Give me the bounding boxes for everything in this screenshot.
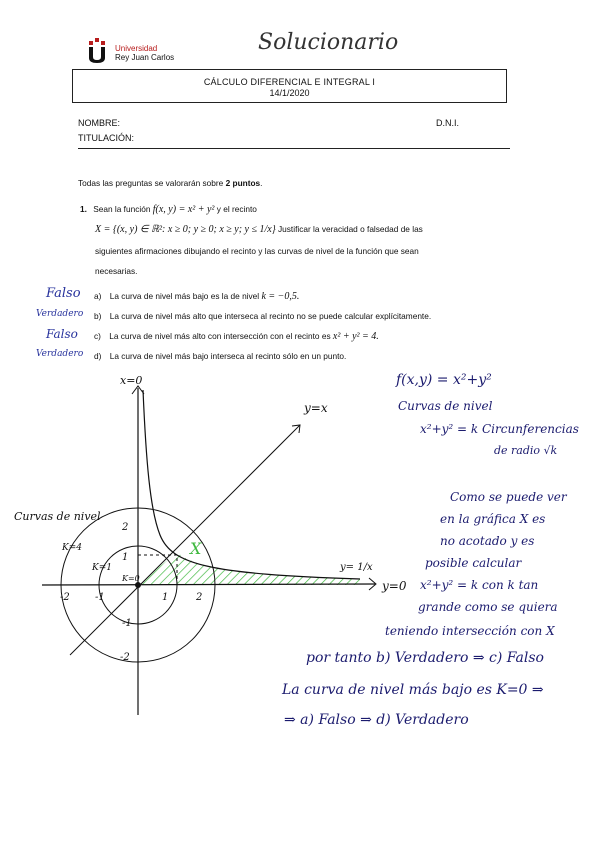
exam-date: 14/1/2020 <box>269 88 310 98</box>
question-function: f(x, y) = x² + y² <box>152 204 215 215</box>
intro-text: Todas las preguntas se valorarán sobre 2 puntos. <box>78 178 263 188</box>
note-circles: x²+y² = k Circunferencias <box>420 422 579 436</box>
option-a: a) La curva de nivel más bajo es la de nivel k = −0,5. <box>94 291 300 302</box>
level-k0-label: K=0 <box>122 574 140 583</box>
university-line2: Rey Juan Carlos <box>115 53 175 62</box>
exam-title: CÁLCULO DIFERENCIAL E INTEGRAL I <box>203 77 376 87</box>
tick-y-neg2: -2 <box>120 652 130 663</box>
option-b: b) La curva de nivel más alto que interseca al recinto no se puede calcular explícitamente. <box>94 311 432 321</box>
answer-c: Falso <box>46 327 78 341</box>
nombre-label: NOMBRE: <box>78 118 121 128</box>
note-para-4: posible calcular <box>425 556 522 570</box>
answer-b: Verdadero <box>36 309 84 319</box>
exam-header-box <box>72 69 507 103</box>
level-k1-label: K=1 <box>92 563 112 573</box>
question-line-1: 1. Sean la función f(x, y) = x² + y² y el recinto <box>80 204 257 215</box>
tick-y-neg1: -1 <box>122 618 132 629</box>
university-line1: Universidad <box>115 44 158 53</box>
titulacion-label: TITULACIÓN: <box>78 133 135 143</box>
diagonal-line <box>70 425 300 655</box>
hyperbola-label: y= 1/x <box>340 562 373 573</box>
note-conclusion-3: ⇒ a) Falso ⇒ d) Verdadero <box>284 712 469 728</box>
question-statement-2: siguientes afirmaciones dibujando el recinto y las curvas de nivel de la función que sean <box>95 246 419 256</box>
intro-points: 2 puntos <box>225 178 261 188</box>
handwritten-title: Solucionario <box>258 30 399 55</box>
diagonal-label: y=x <box>304 401 328 415</box>
note-para-2: en la gráfica X es <box>440 512 546 526</box>
hyperbola-curve <box>143 390 360 579</box>
question-statement-3: necesarias. <box>95 266 138 276</box>
header-rule <box>78 148 510 149</box>
option-d: d) La curva de nivel más bajo interseca al recinto sólo en un punto. <box>94 351 347 361</box>
note-para-3: no acotado y es <box>440 534 535 548</box>
region-label: X <box>190 539 202 558</box>
note-para-6: grande como se quiera <box>418 600 558 614</box>
university-logo-icon <box>86 38 108 64</box>
level-k4-label: K=4 <box>62 543 82 553</box>
tick-x-1: 1 <box>162 592 169 603</box>
note-conclusion-2: La curva de nivel más bajo es K=0 ⇒ <box>282 682 544 698</box>
tick-x-neg2: -2 <box>60 592 70 603</box>
tick-x-2: 2 <box>196 592 203 603</box>
dni-label: D.N.I. <box>436 118 460 128</box>
question-statement-1: Justificar la veracidad o falsedad de las <box>278 224 423 234</box>
question-set: X = {(x, y) ∈ ℝ²: x ≥ 0; y ≥ 0; x ≥ y; y ≤ 1/x} <box>95 224 276 235</box>
note-function: f(x,y) = x²+y² <box>396 372 492 388</box>
y-axis-label: x=0 <box>120 374 143 387</box>
option-c: c) La curva de nivel más alto con intersección con el recinto es x² + y² = 4. <box>94 331 379 342</box>
note-para-1: Como se puede ver <box>450 490 567 504</box>
note-conclusion-1: por tanto b) Verdadero ⇒ c) Falso <box>306 650 544 666</box>
note-level-curves: Curvas de nivel <box>398 399 493 413</box>
tick-y-1: 1 <box>122 552 129 563</box>
answer-a: Falso <box>46 286 81 301</box>
question-number: 1. <box>80 204 87 214</box>
tick-x-neg1: -1 <box>95 592 105 603</box>
note-radius: de radio √k <box>494 444 558 457</box>
level-caption: Curvas de nivel <box>14 510 101 523</box>
note-para-5: x²+y² = k con k tan <box>420 578 539 592</box>
tick-y-2: 2 <box>122 522 129 533</box>
answer-d: Verdadero <box>36 349 84 359</box>
university-name <box>115 44 174 62</box>
note-para-7: teniendo intersección con X <box>385 624 555 638</box>
x-axis-label: y=0 <box>382 579 407 593</box>
question-line-2 <box>95 224 515 235</box>
